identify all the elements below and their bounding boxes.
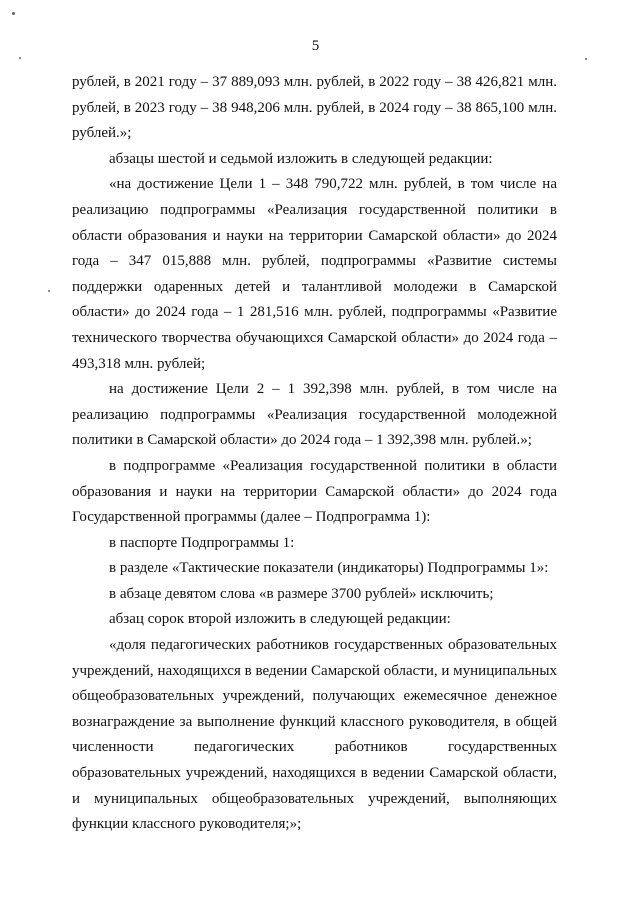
paragraph-9: абзац сорок второй изложить в следующей редакции:	[109, 611, 451, 628]
document-body	[72, 70, 557, 838]
scan-speck	[19, 57, 21, 59]
paragraph-3: «на достижение Цели 1 – 348 790,722 млн. рублей, в том числе на реализацию подпрограммы «Реализация государственной политики в области образования и науки на территории Самарской области» до 2024 года – 347 015,888 млн. рублей, подпрограммы «Развитие системы поддержки одаренных детей и талантливой молодежи в Самарской области» до 2024 года – 1 281,516 млн. рублей, подпрограммы «Развитие технического творчества обучающихся Самарской области» до 2024 года – 493,318 млн. рублей;	[72, 176, 557, 372]
paragraph-6: в паспорте Подпрограммы 1:	[109, 534, 295, 551]
paragraph-8: в абзаце девятом слова «в размере 3700 рублей» исключить;	[109, 585, 494, 602]
paragraph-4: на достижение Цели 2 – 1 392,398 млн. рублей, в том числе на реализацию подпрограммы «Реализация государственной молодежной политики в Самарской области» до 2024 года – 1 392,398 млн. рублей.»;	[72, 381, 557, 449]
paragraph-2: абзацы шестой и седьмой изложить в следующей редакции:	[109, 150, 493, 167]
scan-speck	[585, 58, 587, 60]
paragraph-1: рублей, в 2021 году – 37 889,093 млн. рублей, в 2022 году – 38 426,821 млн. рублей, в 2023 году – 38 948,206 млн. рублей, в 2024 году – 38 865,100 млн. рублей.»;	[72, 74, 557, 142]
scan-speck	[48, 290, 50, 292]
scan-speck	[12, 12, 15, 15]
paragraph-7: в разделе «Тактические показатели (индикаторы) Подпрограммы 1»:	[109, 560, 549, 577]
page-number: 5	[311, 38, 320, 54]
paragraph-5: в подпрограмме «Реализация государственной политики в области образования и науки на территории Самарской области» до 2024 года Государственной программы (далее – Подпрограмма 1):	[72, 457, 557, 526]
paragraph-10: «доля педагогических работников государственных образовательных учреждений, находящихся в ведении Самарской области, и муниципальных общеобразовательных учреждений, получающих ежемесячное денежное вознаграждение за выполнение функций классного руководителя, в общей численности педагогических работников государственных образовательных учреждений, находящихся в ведении Самарской области, и муниципальных общеобразовательных учреждений, выполняющих функции классного руководителя;»;	[72, 637, 557, 833]
